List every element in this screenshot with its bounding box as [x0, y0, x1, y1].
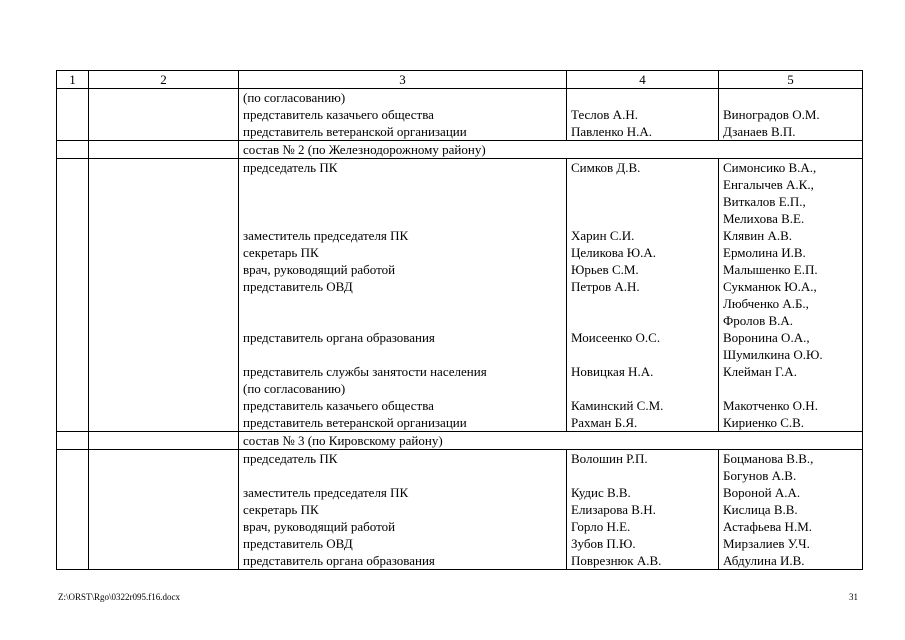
header-cell-2: 2: [89, 71, 239, 89]
cell-reserve: Боцманова В.В., Богунов А.В. Вороной А.А. Кислица В.В. Астафьева Н.М. Мирзалиев У.Ч. Абдулина И.В.: [719, 450, 863, 570]
header-cell-4: 4: [567, 71, 719, 89]
cell-reserve: Симонсико В.А., Енгалычев А.К., Виткалов Е.П., Мелихова В.Е. Клявин А.В. Ермолина И.В. Малышенко Е.П. Сукманюк Ю.А., Любченко А.Б., Фролов В.А. Воронина О.А., Шумилкина О.Ю. Клейман Г.А. Макотченко О.Н. Кириенко С.В.: [719, 159, 863, 432]
section-heading-row: [57, 141, 863, 159]
cell-empty: [89, 141, 239, 159]
document-table: [56, 70, 863, 570]
cell-members: Волошин Р.П. Кудис В.В. Елизарова В.Н. Горло Н.Е. Зубов П.Ю. Поврезнюк А.В.: [567, 450, 719, 570]
cell-number: [57, 159, 89, 432]
header-cell-1: 1: [57, 71, 89, 89]
cell-number: [57, 89, 89, 141]
cell-number: [57, 141, 89, 159]
footer-file-path: Z:\ORST\Rgo\0322r095.f16.docx: [58, 592, 180, 602]
header-cell-3: 3: [239, 71, 567, 89]
cell-number: [57, 432, 89, 450]
cell-empty: [89, 159, 239, 432]
table-row: [57, 159, 863, 432]
cell-empty: [89, 450, 239, 570]
section-heading-row: [57, 432, 863, 450]
cell-members: Теслов А.Н. Павленко Н.А.: [567, 89, 719, 141]
cell-reserve: Виноградов О.М. Дзанаев В.П.: [719, 89, 863, 141]
cell-number: [57, 450, 89, 570]
cell-empty: [89, 89, 239, 141]
table-row: [57, 89, 863, 141]
page-number: 31: [849, 592, 858, 602]
cell-members: Симков Д.В. Харин С.И. Целикова Ю.А. Юрьев С.М. Петров А.Н. Моисеенко О.С. Новицкая Н.А. Каминский С.М. Рахман Б.Я.: [567, 159, 719, 432]
cell-empty: [89, 432, 239, 450]
header-cell-5: 5: [719, 71, 863, 89]
cell-positions: председатель ПК заместитель председателя ПК секретарь ПК врач, руководящий работой представитель ОВД представитель органа образования: [239, 450, 567, 570]
table-row: [57, 450, 863, 570]
table-header-row: [57, 71, 863, 89]
section-heading: состав № 2 (по Железнодорожному району): [239, 141, 863, 159]
section-heading: состав № 3 (по Кировскому району): [239, 432, 863, 450]
cell-positions: (по согласованию) представитель казачьего общества представитель ветеранской организации: [239, 89, 567, 141]
cell-positions: председатель ПК заместитель председателя ПК секретарь ПК врач, руководящий работой представитель ОВД представитель органа образования представитель службы занятости населения (по согласованию) представитель казачьего общества представитель ветеранской организации: [239, 159, 567, 432]
